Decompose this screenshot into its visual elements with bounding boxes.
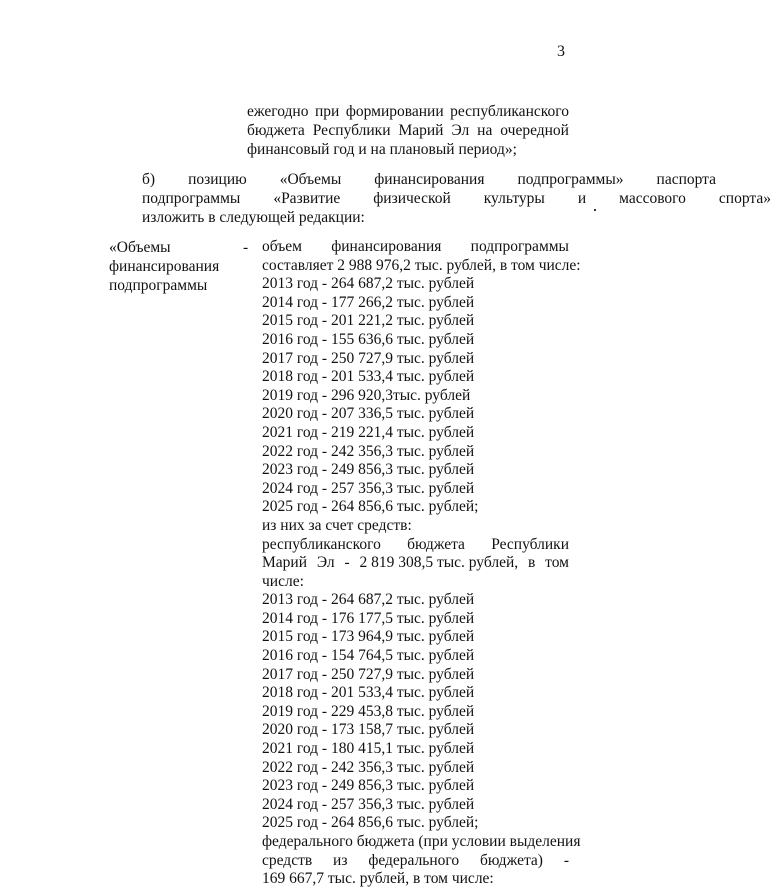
year-row: 2015 год - 173 964,9 тыс. рублей xyxy=(262,628,475,646)
word: числе: xyxy=(262,572,304,590)
word: финансовый год и на плановый период»; xyxy=(247,141,517,158)
word: финансирования xyxy=(331,238,442,255)
year-row: 2016 год - 154 764,5 тыс. рублей xyxy=(262,647,475,665)
word: массового xyxy=(619,190,686,207)
year-row: 2022 год - 242 356,3 тыс. рублей xyxy=(262,442,475,460)
word: на xyxy=(477,122,493,139)
year-row: 2021 год - 219 221,4 тыс. рублей xyxy=(262,423,475,441)
word: бюджета xyxy=(247,122,305,139)
year-row: 2014 год - 177 266,2 тыс. рублей xyxy=(262,293,475,311)
funding-details xyxy=(262,238,581,889)
word: из xyxy=(333,851,348,869)
funding-label xyxy=(109,238,227,295)
word: изложить в следующей редакции: xyxy=(142,209,365,226)
stray-mark xyxy=(594,209,596,211)
label-line: подпрограммы xyxy=(109,277,208,294)
year-row: 2023 год - 249 856,3 тыс. рублей xyxy=(262,777,475,795)
year-row: 2017 год - 250 727,9 тыс. рублей xyxy=(262,665,475,683)
word: федерального бюджета (при условии выделения xyxy=(262,833,581,850)
intro-line xyxy=(247,121,569,140)
word: подпрограммы xyxy=(470,238,569,255)
word: ежегодно xyxy=(247,103,309,120)
word: бюджета) xyxy=(480,851,543,869)
year-row: 2016 год - 155 636,6 тыс. рублей xyxy=(262,330,475,348)
label-line: финансирования xyxy=(109,258,220,275)
word: Марий xyxy=(398,122,444,139)
word: при xyxy=(314,103,340,120)
word: 169 667,7 тыс. рублей, в том числе: xyxy=(262,870,494,888)
year-row: 2021 год - 180 415,1 тыс. рублей xyxy=(262,740,475,758)
year-row: 2020 год - 173 158,7 тыс. рублей xyxy=(262,721,475,739)
word: «Развитие xyxy=(273,190,341,207)
word: позицию xyxy=(188,171,247,188)
intro-paragraph xyxy=(247,102,569,159)
year-row: 2015 год - 201 221,2 тыс. рублей xyxy=(262,312,475,330)
word: средств xyxy=(262,851,313,869)
year-row: 2024 год - 257 356,3 тыс. рублей xyxy=(262,795,475,813)
word: том xyxy=(545,554,569,572)
total-line xyxy=(262,256,581,276)
year-row: 2013 год - 264 687,2 тыс. рублей xyxy=(262,591,475,609)
year-row: 2023 год - 249 856,3 тыс. рублей xyxy=(262,461,475,479)
word: физической xyxy=(373,190,451,207)
word: паспорта xyxy=(656,171,717,188)
word: финансирования xyxy=(374,171,485,188)
word: составляет 2 988 976,2 тыс. рублей, в том числе: xyxy=(262,256,581,274)
year-row: 2020 год - 207 336,5 тыс. рублей xyxy=(262,405,475,423)
word: Эл xyxy=(316,554,335,572)
word: и xyxy=(577,190,587,207)
word: Республики xyxy=(491,535,569,553)
republican-line xyxy=(262,573,569,592)
year-row: 2025 год - 264 856,6 тыс. рублей; xyxy=(262,498,479,516)
federal-line xyxy=(262,870,569,889)
year-row: 2018 год - 201 533,4 тыс. рублей xyxy=(262,684,475,702)
year-row: 2024 год - 257 356,3 тыс. рублей xyxy=(262,479,475,497)
word: очередной xyxy=(500,122,569,139)
intro-line xyxy=(247,102,569,121)
instruction-line xyxy=(109,170,717,189)
label-line: «Объемы xyxy=(109,239,171,256)
federal-line xyxy=(262,833,581,852)
word: - xyxy=(344,554,350,572)
page-number: 3 xyxy=(557,43,565,60)
word: федерального xyxy=(368,851,460,869)
word: республиканского xyxy=(262,535,381,553)
word: б) xyxy=(142,171,156,188)
word: республиканского xyxy=(450,103,569,120)
instruction-line xyxy=(109,208,569,227)
instruction-paragraph xyxy=(109,170,771,227)
sources-intro: из них за счет средств: xyxy=(262,516,412,534)
word: Эл xyxy=(451,122,470,139)
year-row: 2019 год - 296 920,3тыс. рублей xyxy=(262,386,471,404)
year-row: 2025 год - 264 856,6 тыс. рублей; xyxy=(262,814,479,832)
word: 2 819 308,5 тыс. рублей, xyxy=(359,554,519,572)
word: спорта» xyxy=(718,190,771,207)
intro-line xyxy=(247,140,569,159)
word: «Объемы xyxy=(279,171,342,188)
word: Марий xyxy=(262,554,308,572)
year-row: 2013 год - 264 687,2 тыс. рублей xyxy=(262,275,475,293)
label-dash: - xyxy=(243,239,249,256)
year-row: 2017 год - 250 727,9 тыс. рублей xyxy=(262,349,475,367)
word: подпрограммы xyxy=(142,190,241,207)
word: в xyxy=(527,554,536,572)
republican-line xyxy=(262,554,569,573)
word: культуры xyxy=(483,190,545,207)
word: объем xyxy=(262,238,302,255)
word: формировании xyxy=(345,103,444,120)
federal-line xyxy=(262,852,569,871)
word: бюджета xyxy=(407,535,465,553)
total-line xyxy=(262,238,569,257)
year-row: 2018 год - 201 533,4 тыс. рублей xyxy=(262,368,475,386)
year-row: 2014 год - 176 177,5 тыс. рублей xyxy=(262,609,475,627)
year-row: 2022 год - 242 356,3 тыс. рублей xyxy=(262,758,475,776)
instruction-line xyxy=(109,189,771,208)
word: подпрограммы» xyxy=(517,171,624,188)
word: Республики xyxy=(312,122,391,139)
republican-line xyxy=(262,536,569,555)
year-row: 2019 год - 229 453,8 тыс. рублей xyxy=(262,702,475,720)
word: - xyxy=(563,851,569,869)
